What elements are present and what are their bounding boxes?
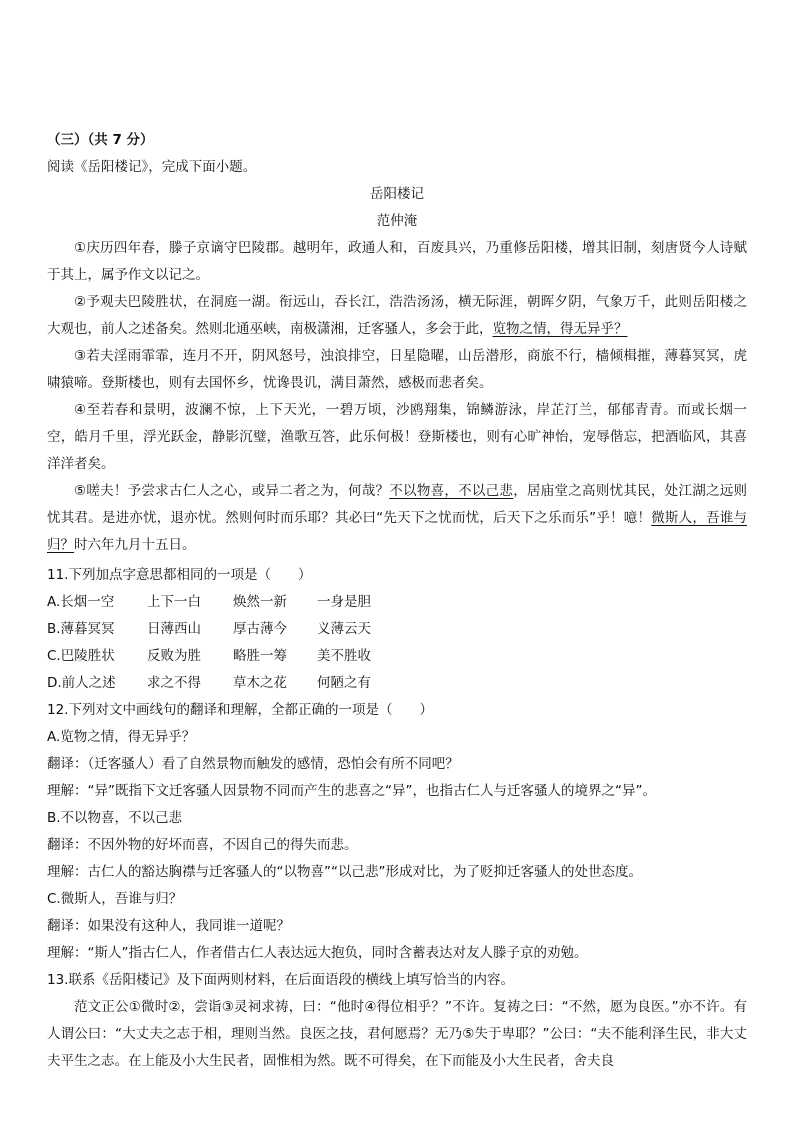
- question-12-translation-b: 翻译：不因外物的好坏而喜，不因自己的得失而悲。: [47, 837, 358, 853]
- question-12-option-a: A.览物之情，得无异乎？: [47, 729, 196, 745]
- passage-author: 范仲淹: [376, 213, 418, 229]
- question-12-option-c: C.微斯人，吾谁与归？: [47, 891, 183, 907]
- question-12-stem: 12.下列对文中画线句的翻译和理解，全都正确的一项是（ ）: [47, 702, 433, 718]
- paragraph-5-text: ⑤嗟夫！予尝求古仁人之心，或异二者之为，何哉？: [74, 483, 390, 499]
- question-12-option-b: B.不以物喜，不以己悲: [47, 810, 183, 826]
- option-word: D.前人之述: [47, 675, 116, 691]
- question-11-stem: 11.下列加点字意思都相同的一项是（ ）: [47, 567, 312, 583]
- question-11-option-a: [47, 592, 747, 612]
- question-11-option-b: [47, 619, 747, 639]
- question-12-analysis-b: 理解：古仁人的豁达胸襟与迁客骚人的“以物喜”“以己悲”形成对比，为了贬抑迁客骚人的处世态度。: [47, 864, 642, 880]
- paragraph-1: ①庆历四年春，滕子京谪守巴陵郡。越明年，政通人和，百废具兴，乃重修岳阳楼，增其旧制，刻唐贤今人诗赋于其上，属予作文以记之。: [47, 240, 747, 283]
- question-12-analysis-c: 理解：“斯人”指古仁人，作者借古仁人表达远大抱负，同时含蓄表达对友人滕子京的劝勉。: [47, 945, 588, 961]
- question-13-stem: 13.联系《岳阳楼记》及下面两则材料，在后面语段的横线上填写恰当的内容。: [47, 972, 514, 988]
- paragraph-2: [47, 289, 747, 343]
- paragraph-5-text-mid: ，居庙堂之高则忧其民，处江湖之远则忧其君。是进亦忧，退亦忧。然则何时而乐耶？其必曰“先天下之忧而忧，后天下之乐而乐”乎！噫！: [47, 483, 747, 526]
- option-word: 何陋之有: [317, 675, 371, 691]
- question-12-analysis-a: 理解：“异”既指下文迁客骚人因景物不同而产生的悲喜之“异”，也指古仁人与迁客骚人的境界之“异”。: [47, 783, 656, 799]
- option-word: 一身是胆: [317, 594, 371, 610]
- option-word: 日薄西山: [147, 621, 201, 637]
- question-13-passage: 范文正公①微时②，尝诣③灵祠求祷，曰：“他时④得位相乎？”不许。复祷之曰：“不然，愿为良医。”亦不许。有人谓公曰：“大丈夫之志于相，理则当然。良医之技，君何愿焉？无乃⑤失于卑耶？”公曰：“夫不能利泽生民，非大丈夫平生之志。在上能及小大生民者，固惟相为然。既不可得矣，在下而能及小大生民者，舍夫良: [47, 999, 747, 1069]
- option-word: 求之不得: [147, 675, 201, 691]
- question-12-translation-a: 翻译：（迁客骚人）看了自然景物而触发的感情，恐怕会有所不同吧？: [47, 756, 459, 772]
- paragraph-5: [47, 478, 747, 559]
- section-header: （三）（共 7 分）: [47, 132, 154, 148]
- passage-title: 岳阳楼记: [370, 186, 424, 202]
- paragraph-2-text: ②予观夫巴陵胜状，在洞庭一湖。衔远山，吞长江，浩浩汤汤，横无际涯，朝晖夕阴，气象万千，此则岳阳楼之大观也，前人之述备矣。然则北通巫峡，南极潇湘，迁客骚人，多会于此，: [47, 294, 747, 337]
- question-11-option-d: [47, 673, 747, 693]
- paragraph-4: ④至若春和景明，波澜不惊，上下天光，一碧万顷，沙鸥翔集，锦鳞游泳，岸芷汀兰，郁郁青青。而或长烟一空，皓月千里，浮光跃金，静影沉璧，渔歌互答，此乐何极！登斯楼也，则有心旷神怡，宠辱偕忘，把酒临风，其喜洋洋者矣。: [47, 402, 747, 472]
- paragraph-3: ③若夫淫雨霏霏，连月不开，阴风怒号，浊浪排空，日星隐曜，山岳潜形，商旅不行，樯倾楫摧，薄暮冥冥，虎啸猿啼。登斯楼也，则有去国怀乡，忧谗畏讥，满目萧然，感极而悲者矣。: [47, 348, 747, 391]
- option-word: 略胜一筹: [233, 648, 287, 664]
- option-word: 反败为胜: [147, 648, 201, 664]
- underlined-sentence-a: 览物之情，得无异乎？: [492, 321, 628, 337]
- option-word: 草木之花: [233, 675, 287, 691]
- option-word: 美不胜收: [317, 648, 371, 664]
- paragraph-5-text-end: 时六年九月十五日。: [74, 537, 196, 553]
- option-word: 上下一白: [147, 594, 201, 610]
- question-11-option-c: [47, 646, 747, 666]
- option-word: C.巴陵胜状: [47, 648, 115, 664]
- underlined-sentence-b: 不以物喜，不以己悲: [389, 483, 514, 499]
- option-word: 焕然一新: [233, 594, 287, 610]
- option-word: 义薄云天: [317, 621, 371, 637]
- option-word: 厚古薄今: [233, 621, 287, 637]
- underlined-sentence-c: 微斯人，吾谁与归？: [47, 510, 747, 553]
- reading-instruction: 阅读《岳阳楼记》，完成下面小题。: [47, 159, 257, 175]
- option-word: B.薄暮冥冥: [47, 621, 115, 637]
- option-word: A.长烟一空: [47, 594, 115, 610]
- question-12-translation-c: 翻译：如果没有这种人，我同谁一道呢？: [47, 918, 290, 934]
